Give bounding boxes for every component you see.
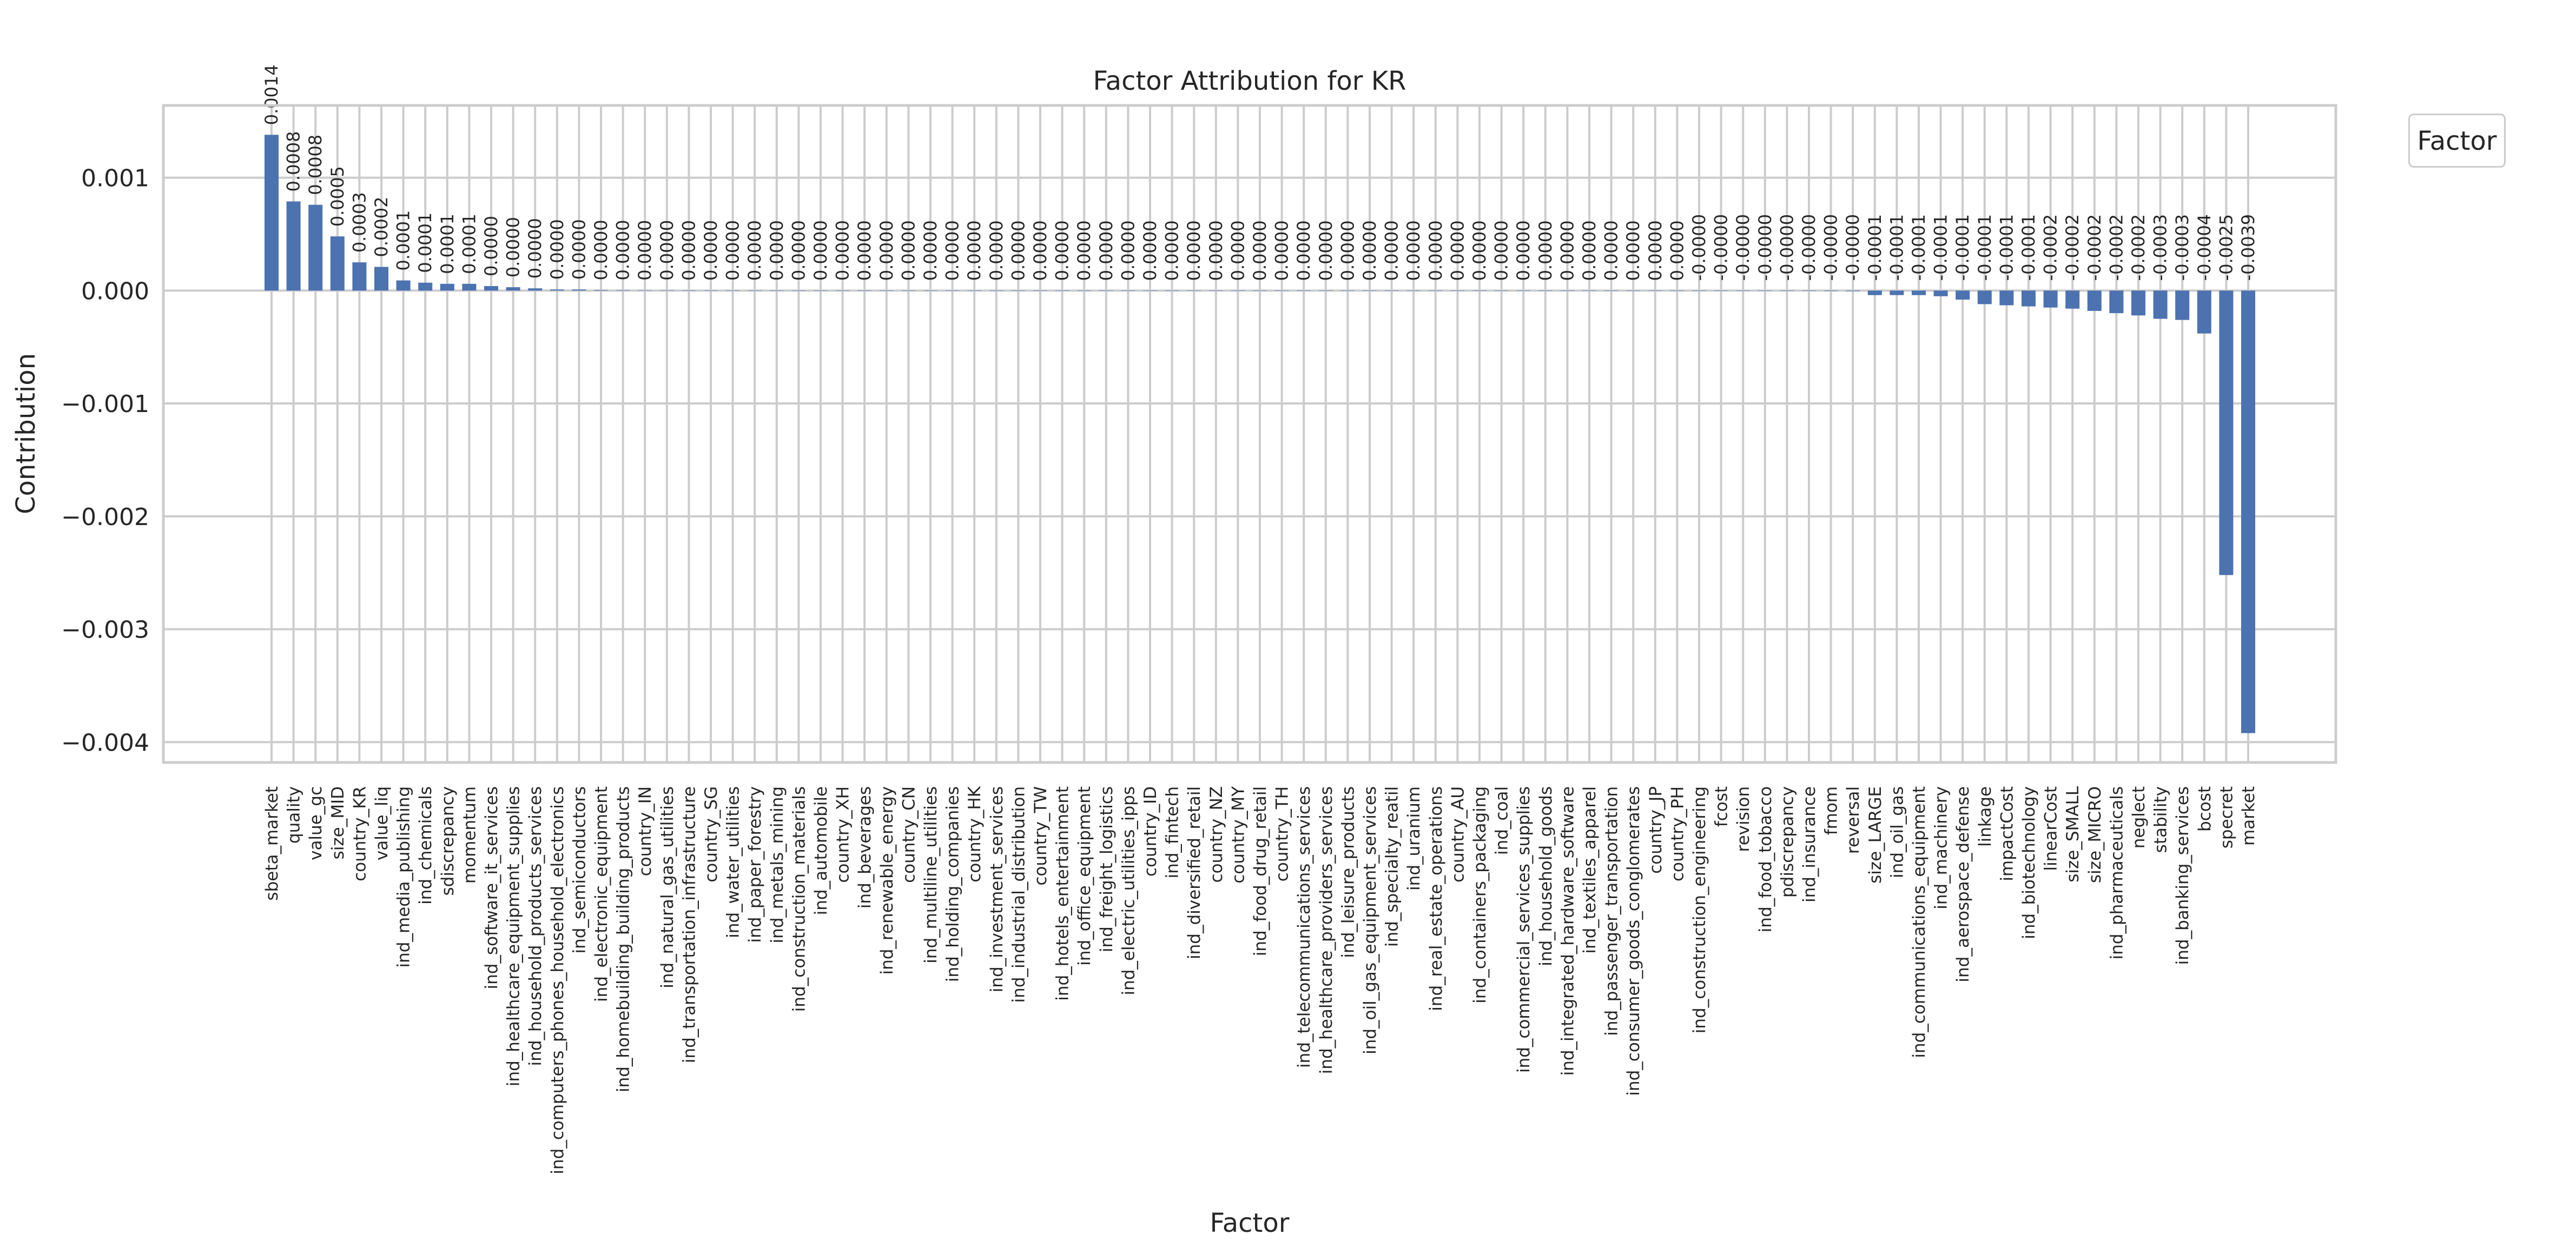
bar-value-label: 0.0000	[1623, 220, 1644, 281]
x-tick-label: ind_water_utilities	[723, 786, 743, 938]
bar-value-label: 0.0000	[503, 217, 524, 278]
bar-value-label: 0.0000	[1052, 220, 1073, 281]
bar	[923, 290, 937, 291]
x-tick-label: momentum	[460, 786, 480, 884]
bar	[1319, 290, 1333, 291]
y-tick-label: 0.001	[81, 164, 149, 193]
bar-value-label: 0.0000	[876, 220, 897, 281]
bar-value-label: 0.0000	[481, 216, 501, 277]
x-tick-label: ind_pharmaceuticals	[2107, 786, 2127, 960]
x-tick-label: market	[2239, 786, 2258, 846]
bar	[550, 289, 564, 290]
bar-value-label: 0.0000	[1425, 220, 1446, 281]
x-tick-label: size_LARGE	[1865, 786, 1885, 884]
y-axis-label: Contribution	[11, 353, 41, 515]
x-tick-label: ind_construction_materials	[789, 786, 809, 1012]
x-tick-label: ind_electric_utilities_ipps	[1119, 786, 1139, 996]
x-tick-label: country_NZ	[1206, 786, 1226, 883]
x-tick-label: ind_homebuilding_building_products	[613, 786, 633, 1093]
bar-value-label: 0.0000	[1491, 220, 1512, 281]
bar-value-label: 0.0008	[305, 134, 326, 195]
bar	[1472, 290, 1487, 291]
bar	[506, 287, 520, 290]
x-tick-label: size_SMALL	[2063, 786, 2083, 883]
x-tick-label: country_IN	[636, 786, 656, 877]
bar-value-label: 0.0000	[1644, 220, 1666, 281]
bar	[1934, 290, 1948, 296]
bar	[2175, 290, 2189, 320]
bar-value-label: 0.0000	[722, 220, 743, 281]
x-tick-label: ind_household_products_services	[526, 786, 546, 1066]
bar	[1692, 290, 1706, 291]
bar-value-label: 0.0008	[283, 131, 304, 192]
bar	[1824, 290, 1838, 291]
bar	[440, 284, 454, 291]
bar	[287, 201, 301, 290]
bar	[1363, 290, 1377, 291]
bar-value-label: 0.0000	[1381, 220, 1402, 281]
bar	[374, 267, 388, 291]
x-tick-label: size_MICRO	[2085, 786, 2105, 884]
bar	[1033, 290, 1047, 291]
x-tick-label: ind_uranium	[1404, 786, 1424, 891]
bar	[1340, 290, 1355, 291]
bar-value-label: 0.0000	[635, 220, 656, 281]
x-tick-label: linkage	[1975, 786, 1995, 847]
x-tick-label: country_KR	[350, 786, 370, 881]
bar-value-label: -0.0000	[1820, 214, 1841, 281]
bar	[682, 290, 696, 291]
bar	[1187, 290, 1201, 291]
bar-value-label: -0.0001	[1908, 214, 1929, 281]
bar-value-label: 0.0001	[459, 213, 480, 274]
bar-value-label: -0.0001	[1974, 214, 1995, 281]
x-tick-label: ind_food_drug_retail	[1251, 786, 1270, 957]
x-tick-label: ind_aerospace_defense	[1953, 786, 1973, 983]
x-tick-label: ind_passenger_transportation	[1602, 786, 1622, 1036]
x-tick-label: ind_containers_packaging	[1470, 786, 1490, 1004]
bar-value-label: 0.0000	[810, 220, 831, 281]
bar-value-label: -0.0003	[2150, 214, 2171, 281]
x-tick-label: specret	[2217, 786, 2237, 849]
x-tick-label: ind_healthcare_providers_services	[1316, 786, 1336, 1074]
x-tick-label: country_HK	[965, 786, 985, 883]
x-tick-label: linearCost	[2041, 786, 2061, 871]
bar	[2131, 290, 2145, 315]
bar-value-label: 0.0014	[261, 64, 282, 125]
bar	[1978, 290, 1992, 304]
bar	[726, 290, 740, 291]
bar-value-label: -0.0002	[2106, 214, 2127, 281]
bar-value-label: -0.0002	[2084, 214, 2105, 281]
bar	[1011, 290, 1025, 291]
bar-value-label: 0.0000	[964, 220, 985, 281]
x-tick-label: ind_oil_gas	[1887, 786, 1907, 878]
x-tick-label: ind_integrated_hardware_software	[1558, 786, 1578, 1076]
bar	[880, 290, 894, 291]
x-tick-label: ind_machinery	[1931, 786, 1951, 910]
bar-value-label: 0.0000	[591, 220, 611, 281]
x-tick-label: ind_banking_services	[2173, 786, 2193, 965]
bar	[1648, 290, 1662, 291]
bar-value-label: -0.0001	[2018, 214, 2039, 281]
bar-value-label: 0.0000	[1469, 220, 1490, 281]
bar	[2022, 290, 2036, 306]
bar-value-label: 0.0000	[1447, 220, 1468, 281]
x-tick-label: ind_transportation_infrastructure	[679, 786, 699, 1064]
bar-value-label: -0.0000	[1799, 214, 1819, 281]
bar-value-label: -0.0003	[2172, 214, 2193, 281]
bar-value-label: -0.0000	[1733, 214, 1754, 281]
bar	[1714, 290, 1728, 291]
y-tick-label: 0.000	[81, 277, 149, 306]
bar	[462, 284, 476, 291]
bar	[1560, 290, 1574, 291]
bar-value-label: 0.0000	[569, 219, 590, 280]
x-tick-label: ind_telecommunications_services	[1294, 786, 1315, 1068]
x-tick-label: ind_investment_services	[987, 786, 1007, 993]
x-tick-label: ind_communications_equipment	[1910, 786, 1929, 1058]
bar-value-label: 0.0000	[1601, 220, 1622, 281]
x-tick-label: ind_media_publishing	[394, 786, 414, 968]
x-tick-label: ind_holding_companies	[943, 786, 963, 983]
x-tick-label: fcost	[1712, 786, 1732, 827]
bar-value-label: 0.0000	[1227, 220, 1249, 281]
x-tick-label: ind_healthcare_equipment_supplies	[504, 786, 524, 1087]
bar-value-label: -0.0001	[1930, 214, 1951, 281]
bar-value-label: 0.0000	[1250, 220, 1270, 281]
x-tick-label: value_gc	[306, 786, 326, 860]
x-tick-label: ind_automobile	[811, 786, 831, 915]
x-tick-label: ind_textiles_apparel	[1580, 786, 1600, 954]
x-tick-label: country_TW	[1031, 786, 1051, 886]
x-tick-label: fmom	[1821, 786, 1841, 835]
x-tick-label: ind_construction_engineering	[1690, 786, 1709, 1034]
x-tick-label: reversal	[1844, 786, 1864, 854]
bar	[1121, 290, 1135, 291]
x-tick-label: ind_coal	[1492, 786, 1512, 855]
bar-value-label: 0.0000	[1161, 220, 1183, 281]
bar-value-label: 0.0000	[898, 220, 919, 281]
bar	[946, 290, 960, 291]
bar	[1055, 290, 1069, 291]
bar	[1912, 290, 1926, 295]
legend-title: Factor	[2417, 126, 2497, 156]
bar	[1165, 290, 1179, 291]
x-tick-label: ind_multiline_utilities	[921, 786, 941, 964]
bar-value-label: 0.0000	[1315, 220, 1336, 281]
legend	[2408, 114, 2506, 168]
bar-value-label: -0.0002	[2128, 214, 2149, 281]
bar	[1999, 290, 2013, 305]
bar-value-label: 0.0000	[1074, 220, 1095, 281]
x-tick-label: ind_biotechnology	[2019, 786, 2039, 939]
x-tick-label: ind_insurance	[1800, 786, 1819, 903]
bar	[1077, 290, 1091, 291]
bar	[836, 290, 850, 291]
x-tick-label: ind_specialty_reatil	[1382, 786, 1402, 947]
bar	[791, 290, 805, 291]
bar-value-label: 0.0000	[1513, 220, 1534, 281]
bar-value-label: 0.0000	[678, 220, 699, 281]
bar	[814, 290, 828, 291]
bar-value-label: 0.0000	[1667, 220, 1688, 281]
bar	[2219, 290, 2233, 575]
bar-value-label: 0.0000	[942, 220, 963, 281]
x-tick-label: country_AU	[1448, 786, 1468, 883]
x-tick-label: sbeta_market	[262, 786, 282, 901]
bar	[638, 290, 652, 291]
x-tick-label: ind_consumer_goods_conglomerates	[1624, 786, 1644, 1096]
bar	[2197, 290, 2211, 333]
bar	[308, 205, 322, 291]
bar	[967, 290, 981, 291]
bar-value-label: -0.0001	[1952, 214, 1973, 281]
x-tick-label: country_SG	[702, 786, 721, 883]
bar	[1253, 290, 1267, 291]
x-tick-label: bcost	[2195, 786, 2215, 832]
bar	[1626, 290, 1640, 291]
bar	[1868, 290, 1882, 295]
x-tick-label: ind_natural_gas_utilities	[657, 786, 677, 988]
bar	[397, 281, 411, 291]
bar	[1275, 290, 1289, 291]
bar	[1538, 290, 1553, 291]
bar-value-label: -0.0002	[2062, 214, 2083, 281]
bar	[1780, 290, 1794, 291]
bar-value-label: 0.0000	[854, 220, 875, 281]
x-tick-label: ind_computers_phones_household_electronics	[547, 786, 567, 1175]
bar	[901, 290, 915, 291]
x-tick-label: ind_beverages	[855, 786, 875, 909]
bar-value-label: 0.0000	[612, 220, 633, 281]
bar-value-label: 0.0001	[393, 210, 414, 271]
x-tick-label: ind_leisure_products	[1338, 786, 1358, 958]
bar	[2109, 290, 2123, 313]
x-tick-label: ind_industrial_distribution	[1009, 786, 1029, 1003]
bar-value-label: -0.0000	[1754, 214, 1775, 281]
bar	[1736, 290, 1750, 291]
bar-value-label: -0.0000	[1842, 214, 1864, 281]
x-tick-label: stability	[2151, 786, 2171, 853]
bar	[2088, 290, 2102, 311]
bar-value-label: 0.0000	[986, 220, 1007, 281]
bar	[1846, 290, 1860, 291]
bar	[2241, 290, 2255, 733]
bar	[1516, 290, 1530, 291]
bar	[857, 290, 871, 291]
bar-value-label: 0.0000	[744, 220, 765, 281]
bar-value-label: 0.0000	[1140, 220, 1160, 281]
chart-title: Factor Attribution for KR	[1093, 66, 1406, 96]
bar	[1670, 290, 1684, 291]
x-tick-label: size_MID	[328, 786, 348, 860]
bar-value-label: 0.0000	[656, 220, 677, 281]
bar-value-label: 0.0000	[701, 220, 721, 281]
x-tick-label: country_XH	[833, 786, 853, 883]
bar-value-label: 0.0000	[1095, 220, 1117, 281]
bar	[1450, 290, 1464, 291]
bar-value-label: 0.0000	[1293, 220, 1315, 281]
bar	[770, 290, 784, 291]
x-tick-label: ind_software_it_services	[482, 786, 501, 990]
x-tick-label: ind_fintech	[1162, 786, 1183, 879]
bar	[1143, 290, 1157, 291]
x-tick-label: ind_food_tobacco	[1755, 786, 1775, 933]
bar	[528, 288, 542, 290]
bar	[1495, 290, 1509, 291]
bar-value-label: -0.0004	[2194, 214, 2215, 281]
bar-value-label: 0.0000	[546, 219, 567, 280]
bar	[1582, 290, 1596, 291]
bar-value-label: 0.0000	[1337, 220, 1358, 281]
x-tick-label: ind_electronic_equipment	[592, 786, 611, 1002]
bar-value-label: 0.0000	[1359, 220, 1380, 281]
x-tick-label: ind_diversified_retail	[1185, 786, 1205, 959]
y-tick-label: −0.003	[61, 616, 149, 644]
y-tick-label: −0.004	[61, 729, 149, 757]
x-tick-label: country_JP	[1646, 786, 1666, 874]
bar-value-label: 0.0000	[1579, 220, 1600, 281]
bar-value-label: -0.0000	[1710, 214, 1732, 281]
bar-value-label: -0.0002	[2040, 214, 2061, 281]
x-tick-label: revision	[1734, 786, 1754, 852]
bar	[616, 290, 630, 291]
bar	[1429, 290, 1443, 291]
x-tick-label: ind_semiconductors	[570, 786, 590, 954]
bar-value-label: -0.0000	[1776, 214, 1798, 281]
bar	[2154, 290, 2168, 319]
x-tick-label: ind_office_equipment	[1075, 786, 1095, 966]
x-tick-label: country_TH	[1272, 786, 1292, 882]
bar-value-label: 0.0000	[1403, 220, 1424, 281]
bar-value-label: 0.0000	[1557, 220, 1578, 281]
bar-value-label: 0.0000	[1118, 220, 1139, 281]
bar	[331, 236, 345, 290]
x-tick-label: country_PH	[1668, 786, 1688, 882]
bar	[1406, 290, 1421, 291]
bar	[2065, 290, 2079, 308]
bar-value-label: -0.0001	[1996, 214, 2017, 281]
bar-value-label: 0.0000	[1184, 220, 1205, 281]
bar	[1604, 290, 1619, 291]
x-tick-label: ind_hotels_entertainment	[1053, 786, 1073, 1001]
x-tick-label: ind_freight_logistics	[1097, 786, 1117, 953]
bar-value-label: 0.0000	[766, 220, 787, 281]
bar-value-label: -0.0025	[2216, 214, 2237, 281]
x-tick-label: ind_oil_gas_equipment_services	[1360, 786, 1380, 1054]
bar-value-label: 0.0003	[349, 192, 370, 253]
bar-value-label: 0.0000	[788, 220, 809, 281]
bar-value-label: 0.0000	[920, 220, 941, 281]
y-tick-label: −0.002	[61, 503, 149, 531]
bar	[1956, 290, 1970, 300]
x-tick-label: country_MY	[1228, 786, 1249, 884]
bar	[1758, 290, 1772, 291]
x-tick-label: quality	[284, 786, 304, 844]
bar-value-label: 0.0001	[415, 212, 436, 273]
bar-value-label: 0.0000	[525, 218, 546, 279]
bar	[572, 289, 586, 290]
bar	[1890, 290, 1904, 295]
x-axis-label: Factor	[1210, 1208, 1290, 1238]
bar	[1385, 290, 1399, 291]
x-tick-label: neglect	[2129, 786, 2149, 849]
bar	[989, 290, 1003, 291]
y-tick-label: −0.001	[61, 390, 149, 419]
x-tick-label: ind_household_goods	[1536, 786, 1556, 966]
bar-value-label: 0.0000	[832, 220, 853, 281]
x-tick-label: ind_real_estate_operations	[1426, 786, 1446, 1011]
bar-value-label: 0.0000	[1271, 220, 1292, 281]
bar-value-label: 0.0002	[371, 196, 392, 257]
x-tick-label: country_CN	[899, 786, 919, 883]
x-tick-label: ind_commercial_services_supplies	[1514, 786, 1534, 1073]
bar	[660, 290, 674, 291]
bar	[1209, 290, 1223, 291]
x-tick-label: ind_metals_mining	[767, 786, 787, 944]
bar	[484, 286, 498, 290]
x-tick-label: value_liq	[372, 786, 392, 861]
bar-value-label: -0.0001	[1864, 214, 1885, 281]
bar	[352, 262, 366, 290]
bar-value-label: -0.0000	[1689, 214, 1709, 281]
bar	[1099, 290, 1113, 291]
bar-value-label: 0.0000	[1535, 220, 1556, 281]
x-tick-label: country_ID	[1141, 786, 1160, 877]
bar-value-label: 0.0000	[1205, 220, 1226, 281]
x-tick-label: pdiscrepancy	[1778, 786, 1798, 898]
bar	[418, 283, 432, 291]
bar-value-label: -0.0039	[2238, 214, 2258, 281]
x-tick-label: sdiscrepancy	[438, 786, 458, 896]
x-tick-label: impactCost	[1997, 786, 2017, 881]
bar	[1231, 290, 1245, 291]
bar	[704, 290, 718, 291]
x-tick-label: ind_renewable_energy	[877, 786, 897, 975]
bar-value-label: 0.0001	[437, 213, 458, 274]
bar-value-label: 0.0000	[1008, 220, 1029, 281]
bar-value-label: 0.0000	[1030, 220, 1051, 281]
bar-value-label: 0.0005	[327, 166, 348, 227]
bar	[1802, 290, 1816, 291]
bar	[1297, 290, 1311, 291]
x-tick-label: ind_chemicals	[416, 786, 436, 905]
x-tick-label: ind_paper_forestry	[745, 786, 765, 943]
bar	[2044, 290, 2058, 307]
bar-value-label: -0.0001	[1886, 214, 1907, 281]
bar	[748, 290, 762, 291]
bar	[265, 135, 279, 290]
